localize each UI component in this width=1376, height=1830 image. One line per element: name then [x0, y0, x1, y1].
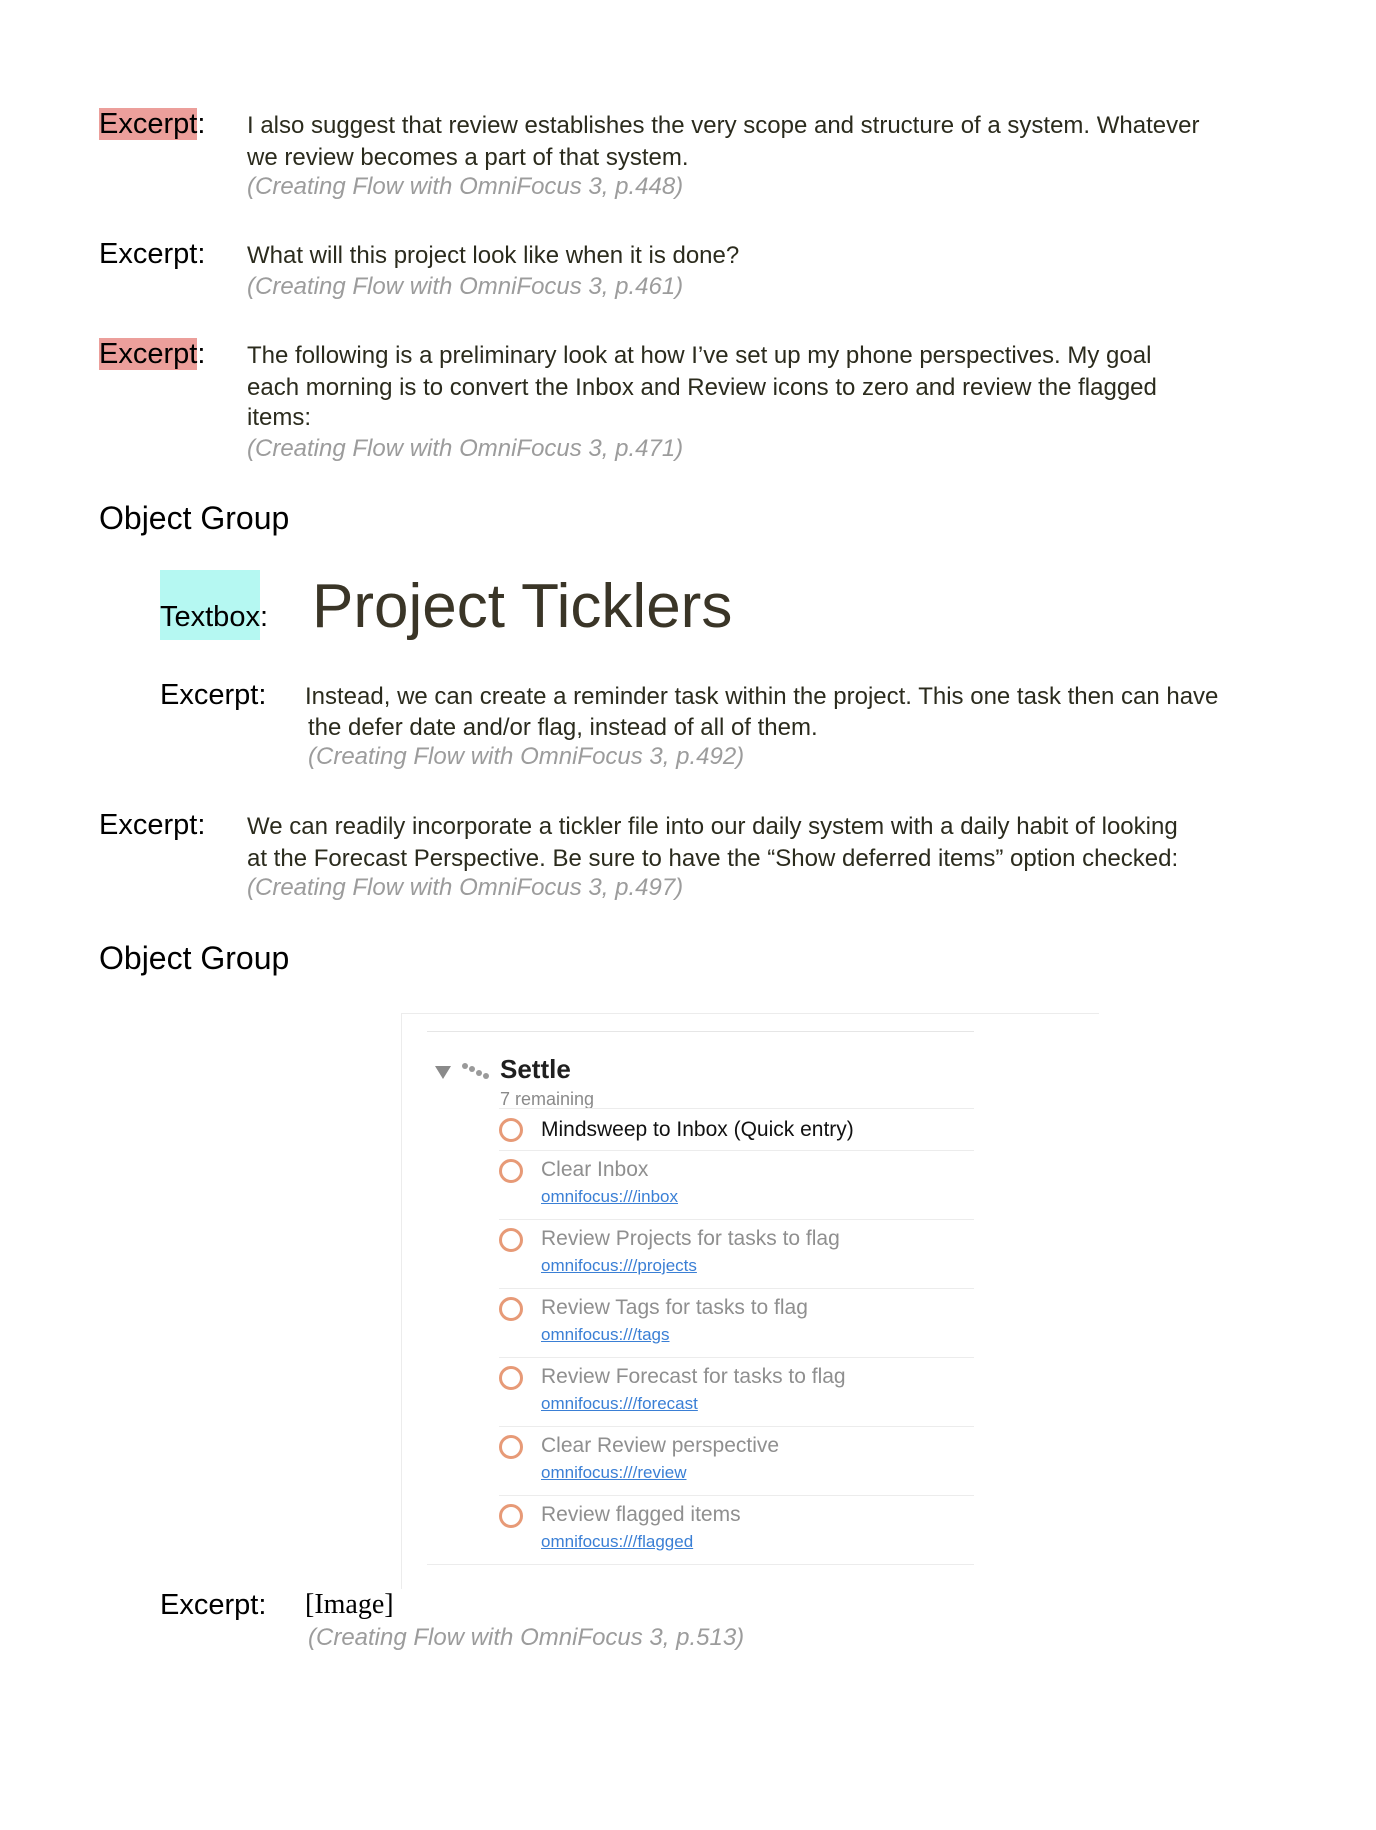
excerpt-label-highlight: Excerpt — [99, 338, 198, 370]
task-name: Mindsweep to Inbox (Quick entry) — [541, 1118, 854, 1141]
excerpt-text-4-line1: Instead, we can create a reminder task within the project. This one task then can have — [305, 683, 1219, 710]
object-group-heading-1: Object Group — [99, 500, 290, 536]
task-status-circle-icon[interactable] — [499, 1118, 523, 1142]
excerpt-text-5-line2: at the Forecast Perspective. Be sure to have the “Show deferred items” option checked: — [247, 845, 1179, 872]
omnifocus-screenshot — [401, 1013, 1099, 1589]
task-row[interactable] — [499, 1219, 974, 1289]
task-row[interactable] — [499, 1357, 974, 1427]
disclosure-triangle-icon[interactable] — [435, 1066, 451, 1079]
task-link[interactable]: omnifocus:///tags — [541, 1325, 670, 1344]
textbox-label-highlight: Textbox — [160, 570, 260, 640]
task-name: Review Tags for tasks to flag — [541, 1296, 808, 1319]
textbox-title: Project Ticklers — [312, 572, 733, 641]
project-icon — [461, 1062, 491, 1082]
project-name: Settle — [500, 1054, 571, 1084]
excerpt-text-3-line2: each morning is to convert the Inbox and Review icons to zero and review the flagged — [247, 374, 1157, 401]
task-name: Clear Inbox — [541, 1158, 649, 1181]
excerpt-text-3-line3: items: — [247, 404, 312, 431]
excerpt-label-1: Excerpt: — [99, 108, 206, 140]
excerpt-label-highlight: Excerpt — [99, 108, 198, 140]
task-status-circle-icon[interactable] — [499, 1435, 523, 1459]
task-link[interactable]: omnifocus:///forecast — [541, 1394, 698, 1413]
task-name: Review Forecast for tasks to flag — [541, 1365, 846, 1388]
task-row[interactable] — [499, 1426, 974, 1496]
task-link[interactable]: omnifocus:///review — [541, 1463, 687, 1482]
task-status-circle-icon[interactable] — [499, 1228, 523, 1252]
excerpt-label-6: Excerpt: — [160, 1589, 267, 1621]
excerpt-label-5: Excerpt: — [99, 809, 206, 841]
excerpt-label-3: Excerpt: — [99, 338, 206, 370]
excerpt-citation-2: (Creating Flow with OmniFocus 3, p.461) — [247, 273, 684, 300]
task-name: Review Projects for tasks to flag — [541, 1227, 840, 1250]
excerpt-citation-6: (Creating Flow with OmniFocus 3, p.513) — [308, 1624, 745, 1651]
excerpt-citation-1: (Creating Flow with OmniFocus 3, p.448) — [247, 173, 684, 200]
task-link[interactable]: omnifocus:///projects — [541, 1256, 697, 1275]
task-row[interactable] — [499, 1150, 974, 1220]
excerpt-citation-5: (Creating Flow with OmniFocus 3, p.497) — [247, 874, 684, 901]
excerpt-citation-3: (Creating Flow with OmniFocus 3, p.471) — [247, 435, 684, 462]
task-link[interactable]: omnifocus:///inbox — [541, 1187, 679, 1206]
project-row[interactable] — [427, 1032, 974, 1108]
excerpt-text-3-line1: The following is a preliminary look at how I’ve set up my phone perspectives. My goal — [247, 342, 1152, 369]
task-row[interactable] — [499, 1108, 974, 1151]
excerpt-text-1-line2: we review becomes a part of that system. — [247, 144, 689, 171]
omnifocus-project-list — [427, 1031, 974, 1551]
object-group-heading-2: Object Group — [99, 940, 290, 976]
task-row[interactable] — [499, 1288, 974, 1358]
excerpt-image-placeholder: [Image] — [305, 1589, 394, 1620]
excerpt-text-1-line1: I also suggest that review establishes the very scope and structure of a system. Whatever — [247, 112, 1200, 139]
excerpt-citation-4: (Creating Flow with OmniFocus 3, p.492) — [308, 743, 745, 770]
task-link[interactable]: omnifocus:///flagged — [541, 1532, 694, 1551]
task-name: Review flagged items — [541, 1503, 741, 1526]
excerpt-text-4-line2: the defer date and/or flag, instead of all of them. — [308, 714, 818, 741]
excerpt-label-2: Excerpt: — [99, 238, 206, 270]
task-row[interactable] — [499, 1495, 974, 1565]
task-name: Clear Review perspective — [541, 1434, 780, 1457]
excerpt-text-5-line1: We can readily incorporate a tickler file into our daily system with a daily habit of looking — [247, 813, 1178, 840]
task-status-circle-icon[interactable] — [499, 1504, 523, 1528]
list-bottom-divider — [427, 1564, 974, 1565]
excerpt-label-4: Excerpt: — [160, 679, 267, 711]
task-status-circle-icon[interactable] — [499, 1159, 523, 1183]
remaining-count: 7 remaining — [500, 1089, 595, 1109]
task-status-circle-icon[interactable] — [499, 1297, 523, 1321]
task-status-circle-icon[interactable] — [499, 1366, 523, 1390]
textbox-label: Textbox: — [160, 570, 268, 640]
excerpt-text-2-line1: What will this project look like when it is done? — [247, 242, 740, 269]
